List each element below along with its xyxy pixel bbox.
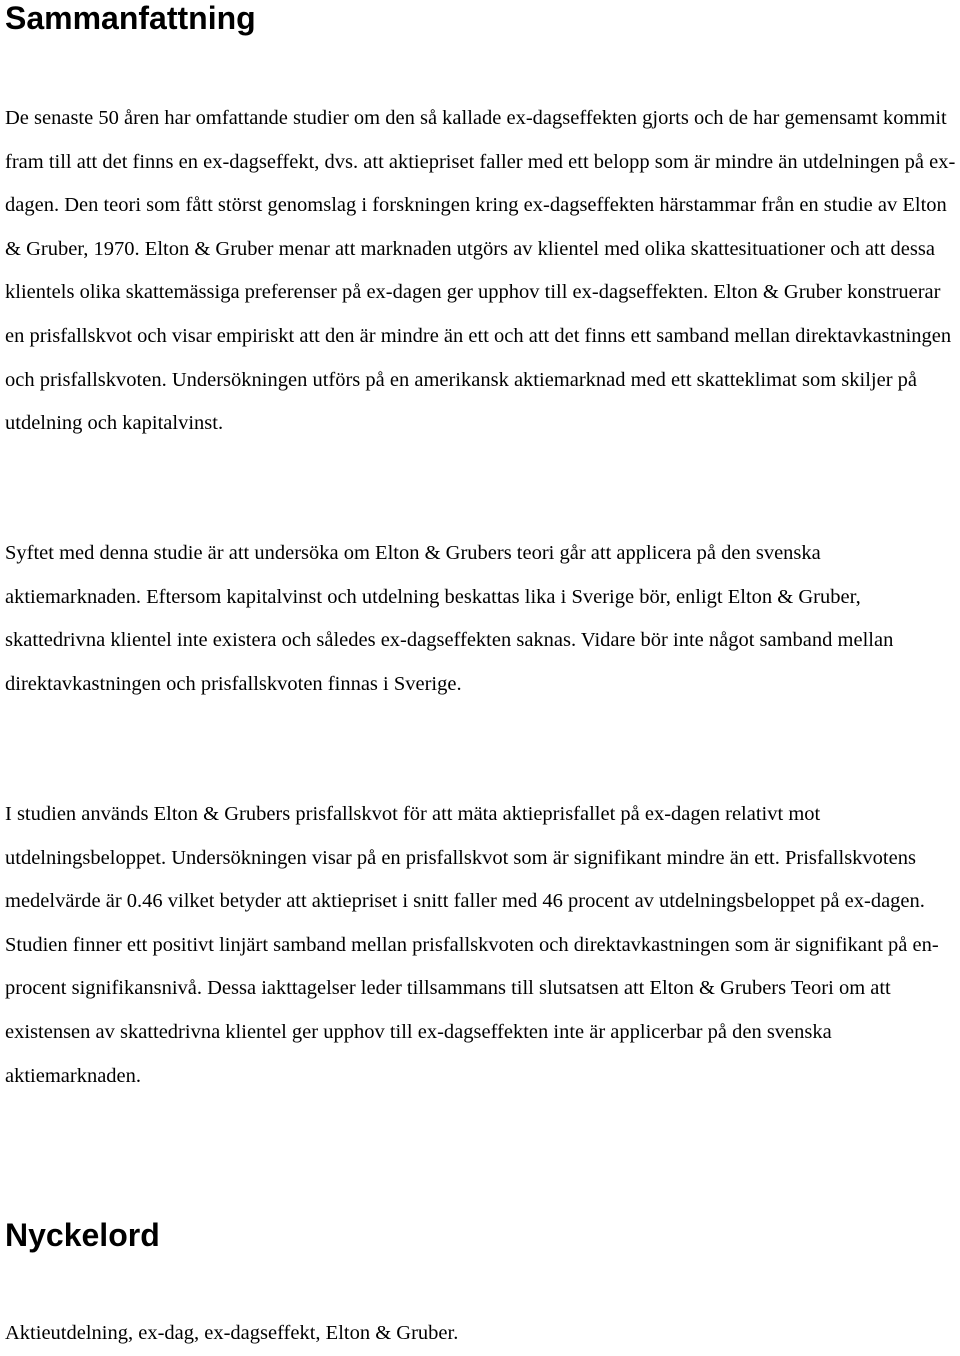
summary-paragraph: De senaste 50 åren har omfattande studier om den så kallade ex-dagseffekten gjorts och de har gemensamt kommit fram till att det finns en ex-dagseffekt, dvs. att aktiepriset faller med ett belopp som är mindre än utdelningen på ex-dagen. Den teori som fått störst genomslag i forskningen kring ex-dagseffekten härstammar från en studie av Elton & Gruber, 1970. Elton & Gruber menar att marknaden utgörs av klientel med olika skattesituationer och att dessa klientels olika skattemässiga preferenser på ex-dagen ger upphov till ex-dagseffekten. Elton & Gruber konstruerar en prisfallskvot och visar empiriskt att den är mindre än ett och att det finns ett samband mellan direktavkastningen och prisfallskvoten. Undersökningen utförs på en amerikansk aktiemarknad med ett skatteklimat som skiljer på utdelning och kapitalvinst. [5,107,956,435]
section-heading-keywords: Nyckelord [5,1217,160,1253]
section-heading-summary: Sammanfattning [5,0,256,36]
summary-paragraph: I studien används Elton & Grubers prisfallskvot för att mäta aktieprisfallet på ex-dagen relativt mot utdelningsbeloppet. Undersökningen visar på en prisfallskvot som är signifikant mindre än ett. Prisfallskvotens medelvärde är 0.46 vilket betyder att aktiepriset i snitt faller med 46 procent av utdelningsbeloppet på ex-dagen. Studien finner ett positivt linjärt samband mellan prisfallskvoten och direktavkastningen som är signifikant på en-procent signifikansnivå. Dessa iakttagelser leder tillsammans till slutsatsen att Elton & Grubers Teori om att existensen av skattedrivna klientel ger upphov till ex-dagseffekten inte är applicerbar på den svenska aktiemarknaden. [5,803,939,1087]
summary-paragraph: Syftet med denna studie är att undersöka om Elton & Grubers teori går att applicera på den svenska aktiemarknaden. Eftersom kapitalvinst och utdelning beskattas lika i Sverige bör, enligt Elton & Gruber, skattedrivna klientel inte existera och således ex-dagseffekten saknas. Vidare bör inte något samband mellan direktavkastningen och prisfallskvoten finnas i Sverige. [5,542,894,695]
keywords-text: Aktieutdelning, ex-dag, ex-dagseffekt, Elton & Gruber. [5,1322,459,1344]
